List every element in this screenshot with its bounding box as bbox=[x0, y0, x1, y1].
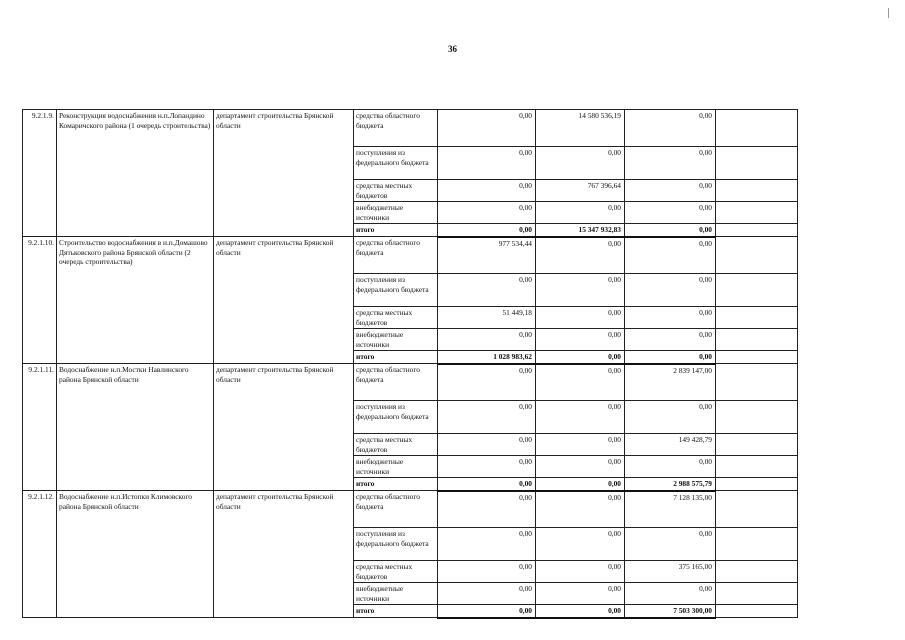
executor: департамент строительства Брянской области bbox=[214, 364, 354, 491]
measure-code: 9.2.1.10. bbox=[23, 237, 57, 364]
funding-row bbox=[23, 237, 798, 274]
empty-cell bbox=[716, 110, 798, 147]
amount-v1: 0,00 bbox=[438, 434, 536, 456]
amount-v2: 0,00 bbox=[536, 561, 625, 583]
funding-source: средства местных бюджетов bbox=[354, 307, 438, 329]
amount-v1: 0,00 bbox=[438, 583, 536, 605]
amount-v3: 0,00 bbox=[625, 307, 716, 329]
empty-cell bbox=[716, 434, 798, 456]
amount-v1: 0,00 bbox=[438, 491, 536, 528]
executor: департамент строительства Брянской области bbox=[214, 110, 354, 237]
amount-v2: 0,00 bbox=[536, 364, 625, 401]
executor: департамент строительства Брянской области bbox=[214, 491, 354, 618]
empty-cell bbox=[716, 180, 798, 202]
funding-source: внебюджетные источники bbox=[354, 456, 438, 478]
funding-source: средства областного бюджета bbox=[354, 110, 438, 147]
amount-v2: 0,00 bbox=[536, 605, 625, 618]
amount-v1: 0,00 bbox=[438, 561, 536, 583]
funding-row bbox=[23, 491, 798, 528]
empty-cell bbox=[716, 583, 798, 605]
empty-cell bbox=[716, 351, 798, 364]
amount-v2: 0,00 bbox=[536, 528, 625, 561]
budget-table bbox=[22, 109, 798, 619]
amount-v1: 0,00 bbox=[438, 180, 536, 202]
amount-v1: 0,00 bbox=[438, 605, 536, 618]
funding-row bbox=[23, 110, 798, 147]
amount-v1: 977 534,44 bbox=[438, 237, 536, 274]
amount-v1: 0,00 bbox=[438, 401, 536, 434]
amount-v1: 0,00 bbox=[438, 274, 536, 307]
amount-v1: 0,00 bbox=[438, 147, 536, 180]
amount-v3: 0,00 bbox=[625, 351, 716, 364]
measure-name: Строительство водоснабжения в н.п.Домашово Дятьковского района Брянской области (2 очередь строительства) bbox=[57, 237, 214, 364]
amount-v3: 7 128 135,00 bbox=[625, 491, 716, 528]
measure-code: 9.2.1.12. bbox=[23, 491, 57, 618]
amount-v2: 15 347 932,83 bbox=[536, 224, 625, 237]
amount-v3: 2 839 147,00 bbox=[625, 364, 716, 401]
amount-v2: 767 396,64 bbox=[536, 180, 625, 202]
amount-v3: 0,00 bbox=[625, 110, 716, 147]
empty-cell bbox=[716, 491, 798, 528]
empty-cell bbox=[716, 364, 798, 401]
funding-source: итого bbox=[354, 605, 438, 618]
amount-v2: 0,00 bbox=[536, 478, 625, 491]
amount-v2: 0,00 bbox=[536, 147, 625, 180]
amount-v3: 0,00 bbox=[625, 401, 716, 434]
table-body bbox=[23, 110, 798, 618]
amount-v3: 0,00 bbox=[625, 456, 716, 478]
measure-name: Реконструкция водоснабжения н.п.Лопандино Комаричского района (1 очередь строительства) bbox=[57, 110, 214, 237]
amount-v2: 0,00 bbox=[536, 202, 625, 224]
funding-source: средства областного бюджета bbox=[354, 364, 438, 401]
amount-v2: 0,00 bbox=[536, 307, 625, 329]
funding-source: внебюджетные источники bbox=[354, 583, 438, 605]
amount-v2: 0,00 bbox=[536, 491, 625, 528]
amount-v2: 0,00 bbox=[536, 274, 625, 307]
measure-name: Водоснабжение н.п.Мостки Навлинского района Брянской области bbox=[57, 364, 214, 491]
empty-cell bbox=[716, 224, 798, 237]
measure-code: 9.2.1.9. bbox=[23, 110, 57, 237]
amount-v2: 0,00 bbox=[536, 401, 625, 434]
amount-v1: 0,00 bbox=[438, 329, 536, 351]
amount-v1: 0,00 bbox=[438, 364, 536, 401]
amount-v2: 0,00 bbox=[536, 329, 625, 351]
funding-source: поступления из федерального бюджета bbox=[354, 147, 438, 180]
amount-v1: 1 028 983,62 bbox=[438, 351, 536, 364]
empty-cell bbox=[716, 147, 798, 180]
funding-source: итого bbox=[354, 351, 438, 364]
amount-v3: 0,00 bbox=[625, 274, 716, 307]
amount-v1: 0,00 bbox=[438, 202, 536, 224]
amount-v3: 2 988 575,79 bbox=[625, 478, 716, 491]
amount-v2: 0,00 bbox=[536, 583, 625, 605]
amount-v2: 0,00 bbox=[536, 237, 625, 274]
amount-v3: 0,00 bbox=[625, 583, 716, 605]
amount-v2: 0,00 bbox=[536, 434, 625, 456]
funding-source: внебюджетные источники bbox=[354, 329, 438, 351]
amount-v1: 0,00 bbox=[438, 528, 536, 561]
funding-source: средства местных бюджетов bbox=[354, 434, 438, 456]
measure-name: Водоснабжение н.п.Истопки Климовского района Брянской области bbox=[57, 491, 214, 618]
empty-cell bbox=[716, 456, 798, 478]
amount-v2: 0,00 bbox=[536, 456, 625, 478]
empty-cell bbox=[716, 561, 798, 583]
funding-source: итого bbox=[354, 224, 438, 237]
amount-v3: 0,00 bbox=[625, 224, 716, 237]
amount-v3: 0,00 bbox=[625, 147, 716, 180]
amount-v3: 149 428,79 bbox=[625, 434, 716, 456]
funding-source: поступления из федерального бюджета bbox=[354, 528, 438, 561]
amount-v2: 0,00 bbox=[536, 351, 625, 364]
empty-cell bbox=[716, 274, 798, 307]
empty-cell bbox=[716, 528, 798, 561]
page-number: 36 bbox=[448, 44, 457, 54]
amount-v3: 0,00 bbox=[625, 528, 716, 561]
funding-source: поступления из федерального бюджета bbox=[354, 401, 438, 434]
amount-v3: 375 165,00 bbox=[625, 561, 716, 583]
amount-v3: 7 503 300,00 bbox=[625, 605, 716, 618]
amount-v1: 0,00 bbox=[438, 224, 536, 237]
executor: департамент строительства Брянской области bbox=[214, 237, 354, 364]
funding-source: средства местных бюджетов bbox=[354, 561, 438, 583]
empty-cell bbox=[716, 202, 798, 224]
empty-cell bbox=[716, 237, 798, 274]
amount-v3: 0,00 bbox=[625, 202, 716, 224]
amount-v3: 0,00 bbox=[625, 180, 716, 202]
funding-source: средства областного бюджета bbox=[354, 491, 438, 528]
amount-v3: 0,00 bbox=[625, 329, 716, 351]
empty-cell bbox=[716, 401, 798, 434]
scan-edge-mark bbox=[888, 8, 889, 18]
funding-source: поступления из федерального бюджета bbox=[354, 274, 438, 307]
funding-source: внебюджетные источники bbox=[354, 202, 438, 224]
amount-v1: 0,00 bbox=[438, 478, 536, 491]
amount-v3: 0,00 bbox=[625, 237, 716, 274]
funding-source: средства местных бюджетов bbox=[354, 180, 438, 202]
empty-cell bbox=[716, 329, 798, 351]
amount-v1: 0,00 bbox=[438, 110, 536, 147]
funding-source: средства областного бюджета bbox=[354, 237, 438, 274]
funding-row bbox=[23, 364, 798, 401]
empty-cell bbox=[716, 605, 798, 618]
amount-v1: 0,00 bbox=[438, 456, 536, 478]
empty-cell bbox=[716, 307, 798, 329]
amount-v2: 14 580 536,19 bbox=[536, 110, 625, 147]
measure-code: 9.2.1.11. bbox=[23, 364, 57, 491]
empty-cell bbox=[716, 478, 798, 491]
funding-source: итого bbox=[354, 478, 438, 491]
amount-v1: 51 449,18 bbox=[438, 307, 536, 329]
